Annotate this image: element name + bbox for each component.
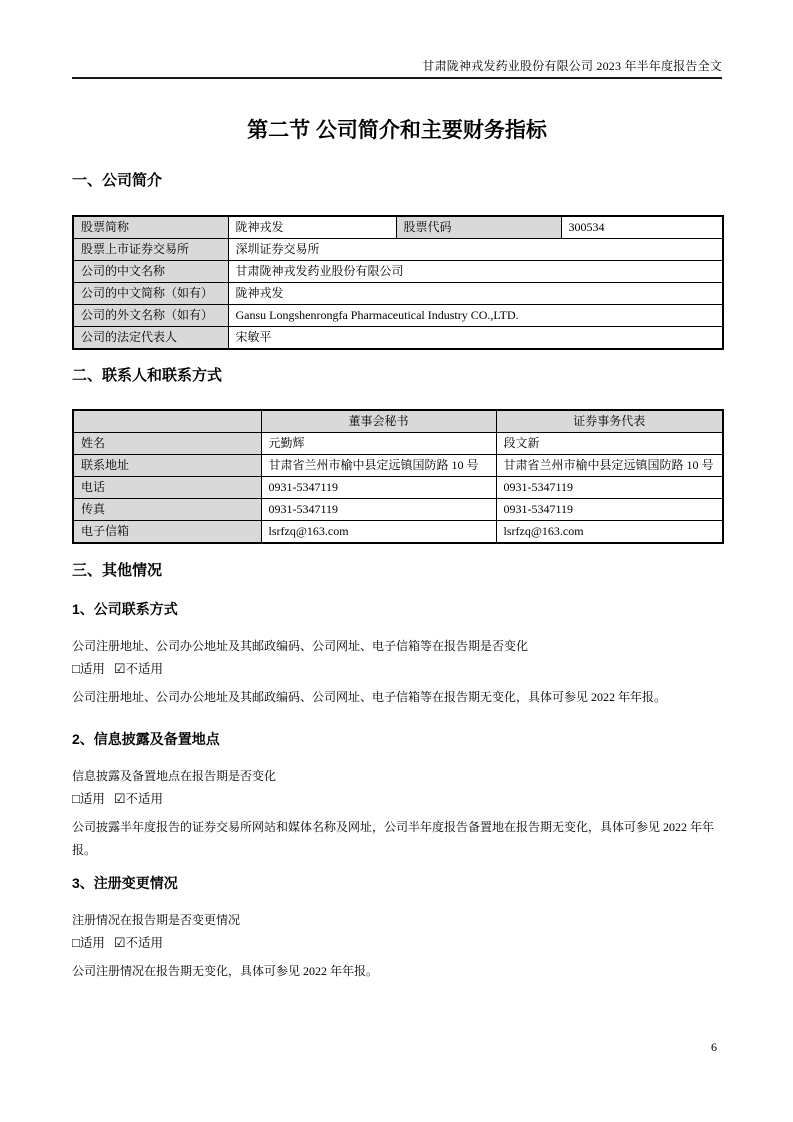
representative-fax: 0931-5347119 [496, 499, 723, 521]
option-not-applicable [114, 936, 163, 950]
table-row [73, 239, 723, 261]
checkbox-checked-icon: ☑ [113, 935, 126, 950]
applicability-options [72, 935, 722, 951]
representative-email: lsrfzq@163.com [496, 521, 723, 544]
secretary-email: lsrfzq@163.com [261, 521, 496, 544]
name-label: 姓名 [73, 433, 261, 455]
option-not-applicable [114, 662, 163, 676]
table-row [73, 261, 723, 283]
col-header-board-secretary: 董事会秘书 [261, 410, 496, 433]
heading-contacts: 二、联系人和联系方式 [72, 367, 223, 384]
representative-address: 甘肃省兰州市榆中县定远镇国防路 10 号 [496, 455, 723, 477]
question-registration-change: 注册情况在报告期是否变更情况 [72, 913, 241, 927]
stock-code-label: 股票代码 [396, 216, 561, 239]
checkbox-unchecked-icon: □ [72, 661, 80, 676]
checkbox-checked-icon: ☑ [113, 791, 126, 806]
heading-registration-change: 3、注册变更情况 [72, 875, 178, 891]
table-row [73, 521, 723, 544]
table-row [73, 433, 723, 455]
stock-abbr-label: 股票简称 [73, 216, 228, 239]
running-head: 甘肃陇神戎发药业股份有限公司 2023 年半年度报告全文 [72, 0, 722, 79]
option-applicable [72, 936, 105, 950]
applicable-label: 适用 [79, 936, 105, 950]
fax-label: 传真 [73, 499, 261, 521]
note-contact-unchanged: 公司注册地址、公司办公地址及其邮政编码、公司网址、电子信箱等在报告期无变化，具体可参见 2022 年年报。 [72, 690, 667, 704]
page-title: 第二节 公司简介和主要财务指标 [247, 119, 547, 142]
stock-abbr-value: 陇神戎发 [228, 216, 396, 239]
contacts-table [72, 409, 724, 544]
note-disclosure-unchanged: 公司披露半年度报告的证券交易所网站和媒体名称及网址，公司半年度报告备置地在报告期无变化，具体可参见 2022 年年报。 [72, 820, 715, 857]
phone-label: 电话 [73, 477, 261, 499]
table-row [73, 327, 723, 350]
option-applicable [72, 662, 105, 676]
representative-phone: 0931-5347119 [496, 477, 723, 499]
applicability-options [72, 661, 722, 677]
table-row [73, 455, 723, 477]
option-applicable [72, 792, 105, 806]
question-contact-change: 公司注册地址、公司办公地址及其邮政编码、公司网址、电子信箱等在报告期是否变化 [72, 639, 529, 653]
table-row [73, 305, 723, 327]
secretary-name: 元勤辉 [261, 433, 496, 455]
table-row [73, 477, 723, 499]
heading-other-info: 三、其他情况 [72, 562, 163, 579]
table-header-row [73, 410, 723, 433]
page-number: 6 [711, 1040, 717, 1054]
applicability-options [72, 791, 722, 807]
listing-exchange-label: 股票上市证券交易所 [73, 239, 228, 261]
table-row [73, 499, 723, 521]
company-en-name-label: 公司的外文名称（如有） [73, 305, 228, 327]
not-applicable-label: 不适用 [125, 936, 164, 950]
company-cn-abbr-value: 陇神戎发 [228, 283, 723, 305]
not-applicable-label: 不适用 [125, 792, 164, 806]
company-cn-name-value: 甘肃陇神戎发药业股份有限公司 [228, 261, 723, 283]
heading-disclosure-location: 2、信息披露及备置地点 [72, 731, 220, 747]
secretary-address: 甘肃省兰州市榆中县定远镇国防路 10 号 [261, 455, 496, 477]
applicable-label: 适用 [79, 792, 105, 806]
address-label: 联系地址 [73, 455, 261, 477]
company-cn-abbr-label: 公司的中文简称（如有） [73, 283, 228, 305]
email-label: 电子信箱 [73, 521, 261, 544]
applicable-label: 适用 [79, 662, 105, 676]
table-row [73, 216, 723, 239]
stock-code-value: 300534 [561, 216, 723, 239]
heading-company-contact-method: 1、公司联系方式 [72, 601, 178, 617]
question-disclosure-change: 信息披露及备置地点在报告期是否变化 [72, 769, 277, 783]
note-registration-unchanged: 公司注册情况在报告期无变化，具体可参见 2022 年年报。 [72, 964, 379, 978]
legal-representative-value: 宋敏平 [228, 327, 723, 350]
corner-cell [73, 410, 261, 433]
table-row [73, 283, 723, 305]
checkbox-unchecked-icon: □ [72, 791, 80, 806]
company-en-name-value: Gansu Longshenrongfa Pharmaceutical Industry CO.,LTD. [228, 305, 723, 327]
company-profile-table [72, 215, 724, 350]
heading-company-profile: 一、公司简介 [72, 172, 163, 189]
option-not-applicable [114, 792, 163, 806]
checkbox-unchecked-icon: □ [72, 935, 80, 950]
secretary-fax: 0931-5347119 [261, 499, 496, 521]
company-cn-name-label: 公司的中文名称 [73, 261, 228, 283]
col-header-securities-rep: 证券事务代表 [496, 410, 723, 433]
legal-representative-label: 公司的法定代表人 [73, 327, 228, 350]
not-applicable-label: 不适用 [125, 662, 164, 676]
secretary-phone: 0931-5347119 [261, 477, 496, 499]
listing-exchange-value: 深圳证券交易所 [228, 239, 723, 261]
checkbox-checked-icon: ☑ [113, 661, 126, 676]
representative-name: 段文新 [496, 433, 723, 455]
